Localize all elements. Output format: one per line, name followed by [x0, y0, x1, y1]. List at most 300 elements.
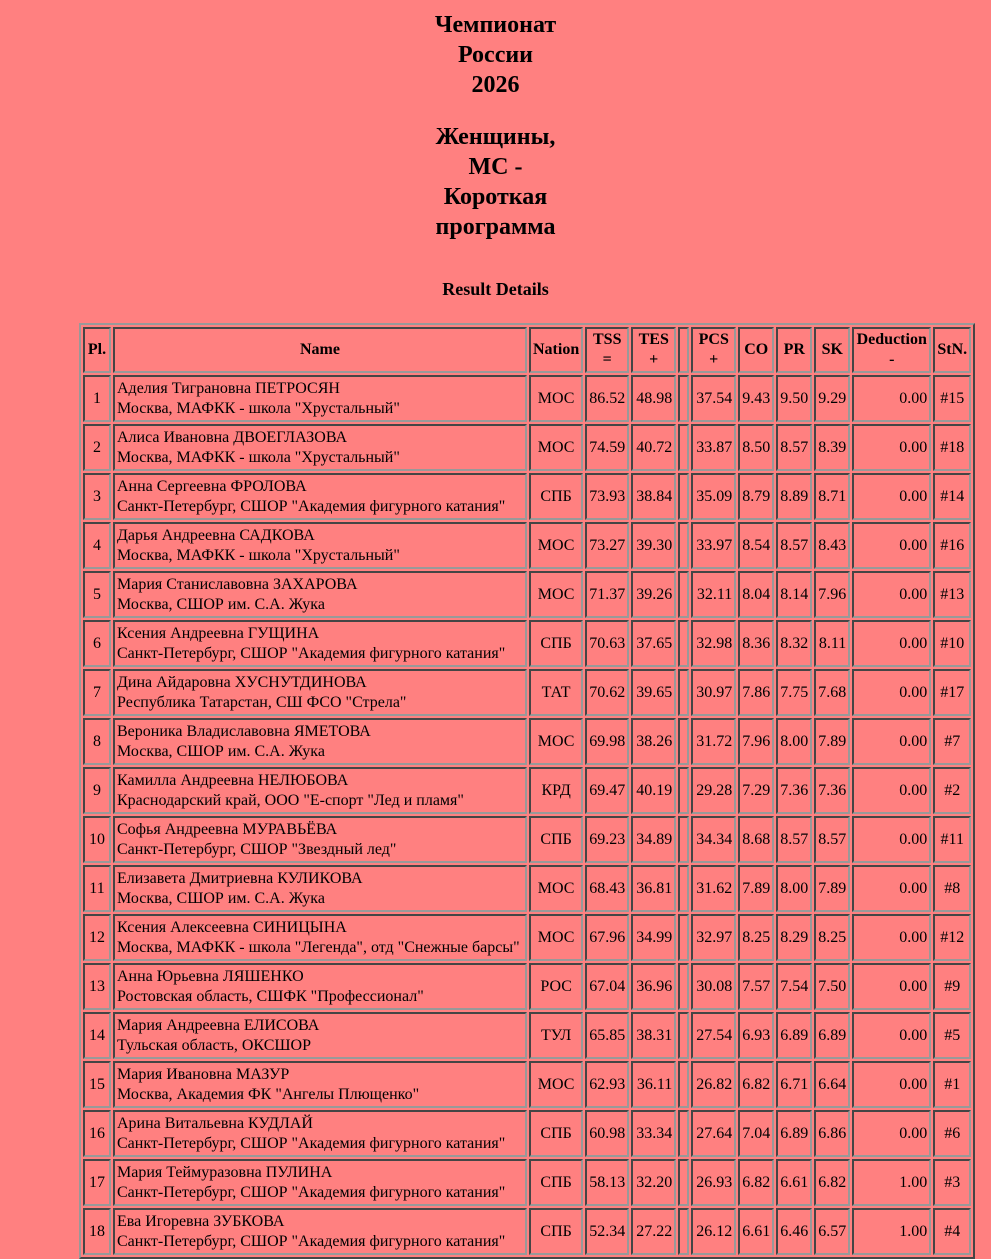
cell-sk: 7.89 — [814, 865, 850, 912]
table-row — [83, 767, 971, 814]
cell-place: 14 — [83, 1012, 111, 1059]
cell-deduction: 0.00 — [852, 1061, 931, 1108]
skater-club: Москва, МАФКК - школа "Хрустальный" — [117, 448, 400, 466]
cell-nation: МОС — [529, 1061, 583, 1108]
skater-name: Анна Юрьевна ЛЯШЕНКО — [117, 967, 304, 985]
cell-sk: 8.71 — [814, 473, 850, 520]
cell-place: 10 — [83, 816, 111, 863]
cell-deduction: 0.00 — [852, 865, 931, 912]
cell-tss: 69.47 — [585, 767, 629, 814]
skater-name: Мария Андреевна ЕЛИСОВА — [117, 1016, 320, 1034]
cell-tss: 73.27 — [585, 522, 629, 569]
cell-pr: 7.75 — [776, 669, 812, 716]
cell-blank — [678, 767, 689, 814]
header-sublabel: = — [602, 351, 612, 368]
cell-skater — [113, 963, 527, 1010]
event-line: Женщины, — [435, 124, 556, 150]
cell-deduction: 1.00 — [852, 1208, 931, 1255]
cell-co: 8.68 — [738, 816, 774, 863]
cell-sk: 6.82 — [814, 1159, 850, 1206]
cell-place: 15 — [83, 1061, 111, 1108]
cell-start-number: #9 — [933, 963, 971, 1010]
header-sublabel: + — [709, 351, 719, 368]
column-header-sk — [814, 327, 850, 373]
skater-club: Москва, СШОР им. С.А. Жука — [117, 742, 325, 760]
cell-pcs: 27.64 — [691, 1110, 736, 1157]
cell-place: 12 — [83, 914, 111, 961]
cell-sk: 8.43 — [814, 522, 850, 569]
skater-club: Санкт-Петербург, СШОР "Академия фигурного катания" — [117, 1183, 506, 1201]
skater-name: Мария Ивановна МАЗУР — [117, 1065, 290, 1083]
cell-place: 7 — [83, 669, 111, 716]
cell-tes: 33.34 — [631, 1110, 676, 1157]
cell-nation: МОС — [529, 865, 583, 912]
skater-name: Ксения Алексеевна СИНИЦЫНА — [117, 918, 347, 936]
cell-pr: 8.57 — [776, 816, 812, 863]
cell-skater — [113, 1110, 527, 1157]
cell-place: 8 — [83, 718, 111, 765]
skater-club: Москва, МАФКК - школа "Хрустальный" — [117, 399, 400, 417]
event-title — [0, 122, 991, 242]
cell-co: 8.25 — [738, 914, 774, 961]
cell-start-number: #12 — [933, 914, 971, 961]
cell-tes: 36.96 — [631, 963, 676, 1010]
cell-place: 16 — [83, 1110, 111, 1157]
cell-co: 6.61 — [738, 1208, 774, 1255]
cell-deduction: 0.00 — [852, 522, 931, 569]
column-header-pr — [776, 327, 812, 373]
cell-deduction: 0.00 — [852, 375, 931, 422]
column-header-deduction — [852, 327, 931, 373]
cell-blank — [678, 620, 689, 667]
cell-skater — [113, 816, 527, 863]
cell-pr: 6.89 — [776, 1012, 812, 1059]
cell-co: 7.57 — [738, 963, 774, 1010]
cell-deduction: 0.00 — [852, 718, 931, 765]
cell-skater — [113, 473, 527, 520]
cell-nation: СПБ — [529, 473, 583, 520]
cell-co: 7.86 — [738, 669, 774, 716]
cell-pcs: 26.12 — [691, 1208, 736, 1255]
column-header-blank — [678, 327, 689, 373]
cell-blank — [678, 522, 689, 569]
cell-deduction: 0.00 — [852, 473, 931, 520]
cell-place: 5 — [83, 571, 111, 618]
event-line: Короткая — [443, 184, 548, 210]
table-row — [83, 522, 971, 569]
cell-tss: 65.85 — [585, 1012, 629, 1059]
cell-tes: 48.98 — [631, 375, 676, 422]
cell-place: 3 — [83, 473, 111, 520]
cell-skater — [113, 522, 527, 569]
table-row — [83, 669, 971, 716]
cell-co: 6.82 — [738, 1061, 774, 1108]
cell-pr: 8.00 — [776, 865, 812, 912]
cell-sk: 8.57 — [814, 816, 850, 863]
table-row — [83, 816, 971, 863]
cell-skater — [113, 620, 527, 667]
cell-tss: 71.37 — [585, 571, 629, 618]
cell-place: 4 — [83, 522, 111, 569]
cell-deduction: 0.00 — [852, 1012, 931, 1059]
header-label: StN. — [937, 341, 968, 358]
cell-start-number: #5 — [933, 1012, 971, 1059]
title-line: Чемпионат — [434, 12, 557, 38]
cell-tes: 40.19 — [631, 767, 676, 814]
cell-nation: МОС — [529, 571, 583, 618]
cell-skater — [113, 1159, 527, 1206]
cell-start-number: #17 — [933, 669, 971, 716]
cell-pr: 8.00 — [776, 718, 812, 765]
header-label: TES — [638, 331, 669, 348]
cell-start-number: #3 — [933, 1159, 971, 1206]
cell-nation: ТУЛ — [529, 1012, 583, 1059]
cell-start-number: #13 — [933, 571, 971, 618]
cell-co: 9.43 — [738, 375, 774, 422]
cell-blank — [678, 375, 689, 422]
cell-pr: 8.89 — [776, 473, 812, 520]
cell-tes: 36.11 — [631, 1061, 676, 1108]
skater-name: Елизавета Дмитриевна КУЛИКОВА — [117, 869, 363, 887]
cell-tes: 34.89 — [631, 816, 676, 863]
cell-pr: 6.71 — [776, 1061, 812, 1108]
table-row — [83, 620, 971, 667]
cell-co: 8.50 — [738, 424, 774, 471]
cell-pr: 8.57 — [776, 424, 812, 471]
competition-title — [0, 0, 991, 100]
header-label: Name — [300, 341, 340, 358]
cell-nation: ТАТ — [529, 669, 583, 716]
skater-name: Вероника Владиславовна ЯМЕТОВА — [117, 722, 371, 740]
cell-sk: 7.50 — [814, 963, 850, 1010]
cell-start-number: #15 — [933, 375, 971, 422]
cell-pcs: 32.97 — [691, 914, 736, 961]
cell-tss: 52.34 — [585, 1208, 629, 1255]
cell-place: 13 — [83, 963, 111, 1010]
header-label: PR — [783, 341, 805, 358]
cell-skater — [113, 1061, 527, 1108]
cell-pr: 8.57 — [776, 522, 812, 569]
cell-nation: СПБ — [529, 1159, 583, 1206]
cell-blank — [678, 669, 689, 716]
cell-co: 6.93 — [738, 1012, 774, 1059]
cell-skater — [113, 424, 527, 471]
table-row — [83, 1110, 971, 1157]
cell-blank — [678, 914, 689, 961]
cell-start-number: #8 — [933, 865, 971, 912]
cell-tss: 73.93 — [585, 473, 629, 520]
cell-pcs: 32.98 — [691, 620, 736, 667]
cell-sk: 7.36 — [814, 767, 850, 814]
skater-club: Краснодарский край, ООО "Е-спорт "Лед и пламя" — [117, 791, 464, 809]
cell-tes: 39.30 — [631, 522, 676, 569]
skater-club: Москва, Академия ФК "Ангелы Плющенко" — [117, 1085, 420, 1103]
cell-pcs: 34.34 — [691, 816, 736, 863]
cell-blank — [678, 865, 689, 912]
cell-tss: 62.93 — [585, 1061, 629, 1108]
cell-co: 7.29 — [738, 767, 774, 814]
cell-pr: 6.46 — [776, 1208, 812, 1255]
table-row — [83, 1061, 971, 1108]
table-row — [83, 865, 971, 912]
header-label: PCS — [698, 331, 729, 348]
cell-pcs: 30.08 — [691, 963, 736, 1010]
cell-tss: 58.13 — [585, 1159, 629, 1206]
cell-blank — [678, 816, 689, 863]
cell-start-number: #6 — [933, 1110, 971, 1157]
cell-start-number: #18 — [933, 424, 971, 471]
cell-pr: 8.32 — [776, 620, 812, 667]
column-header-nation — [529, 327, 583, 373]
cell-co: 8.36 — [738, 620, 774, 667]
cell-place: 11 — [83, 865, 111, 912]
skater-club: Санкт-Петербург, СШОР "Академия фигурного катания" — [117, 1134, 506, 1152]
cell-nation: РОС — [529, 963, 583, 1010]
skater-club: Москва, СШОР им. С.А. Жука — [117, 595, 325, 613]
header-sublabel: + — [649, 351, 659, 368]
skater-name: Ева Игоревна ЗУБКОВА — [117, 1212, 285, 1230]
column-header-co — [738, 327, 774, 373]
cell-blank — [678, 1159, 689, 1206]
cell-deduction: 1.00 — [852, 1159, 931, 1206]
skater-name: Алиса Ивановна ДВОЕГЛАЗОВА — [117, 428, 348, 446]
cell-tes: 38.84 — [631, 473, 676, 520]
cell-skater — [113, 669, 527, 716]
cell-start-number: #2 — [933, 767, 971, 814]
cell-sk: 8.11 — [814, 620, 850, 667]
cell-tss: 68.43 — [585, 865, 629, 912]
skater-name: Мария Теймуразовна ПУЛИНА — [117, 1163, 333, 1181]
cell-nation: МОС — [529, 914, 583, 961]
cell-place: 2 — [83, 424, 111, 471]
cell-sk: 6.89 — [814, 1012, 850, 1059]
table-row — [83, 375, 971, 422]
cell-tes: 38.31 — [631, 1012, 676, 1059]
skater-name: Мария Станиславовна ЗАХАРОВА — [117, 575, 358, 593]
cell-blank — [678, 718, 689, 765]
skater-club: Санкт-Петербург, СШОР "Академия фигурного катания" — [117, 1232, 506, 1250]
results-table — [79, 323, 975, 1259]
cell-pcs: 31.62 — [691, 865, 736, 912]
cell-tss: 67.96 — [585, 914, 629, 961]
column-header-pcs — [691, 327, 736, 373]
cell-sk: 7.68 — [814, 669, 850, 716]
column-header-tss — [585, 327, 629, 373]
header-label: Nation — [533, 341, 580, 358]
cell-pcs: 26.82 — [691, 1061, 736, 1108]
cell-deduction: 0.00 — [852, 816, 931, 863]
cell-co: 7.96 — [738, 718, 774, 765]
cell-tss: 70.62 — [585, 669, 629, 716]
skater-club: Тульская область, ОКСШОР — [117, 1036, 311, 1054]
cell-tes: 38.26 — [631, 718, 676, 765]
cell-nation: СПБ — [529, 620, 583, 667]
cell-pcs: 32.11 — [691, 571, 736, 618]
table-row — [83, 914, 971, 961]
table-row — [83, 473, 971, 520]
cell-tes: 40.72 — [631, 424, 676, 471]
event-line: МС - — [468, 154, 523, 180]
cell-blank — [678, 1012, 689, 1059]
cell-deduction: 0.00 — [852, 571, 931, 618]
cell-sk: 6.64 — [814, 1061, 850, 1108]
cell-deduction: 0.00 — [852, 1110, 931, 1157]
header-label: SK — [821, 341, 843, 358]
cell-start-number: #16 — [933, 522, 971, 569]
cell-start-number: #11 — [933, 816, 971, 863]
table-row — [83, 1012, 971, 1059]
cell-sk: 6.57 — [814, 1208, 850, 1255]
cell-blank — [678, 1110, 689, 1157]
cell-tes: 34.99 — [631, 914, 676, 961]
cell-pcs: 30.97 — [691, 669, 736, 716]
cell-deduction: 0.00 — [852, 767, 931, 814]
cell-blank — [678, 963, 689, 1010]
cell-nation: МОС — [529, 375, 583, 422]
cell-place: 9 — [83, 767, 111, 814]
cell-sk: 6.86 — [814, 1110, 850, 1157]
cell-skater — [113, 767, 527, 814]
cell-skater — [113, 718, 527, 765]
cell-skater — [113, 1012, 527, 1059]
skater-name: Камилла Андреевна НЕЛЮБОВА — [117, 771, 349, 789]
table-row — [83, 963, 971, 1010]
cell-place: 1 — [83, 375, 111, 422]
cell-tes: 36.81 — [631, 865, 676, 912]
cell-deduction: 0.00 — [852, 669, 931, 716]
table-row — [83, 571, 971, 618]
table-row — [83, 1208, 971, 1255]
cell-blank — [678, 1208, 689, 1255]
header-row — [83, 327, 971, 373]
cell-sk: 8.25 — [814, 914, 850, 961]
cell-deduction: 0.00 — [852, 620, 931, 667]
cell-blank — [678, 1061, 689, 1108]
cell-blank — [678, 424, 689, 471]
column-header-start-number — [933, 327, 971, 373]
skater-name: Софья Андреевна МУРАВЬЁВА — [117, 820, 338, 838]
cell-start-number: #1 — [933, 1061, 971, 1108]
cell-pcs: 35.09 — [691, 473, 736, 520]
cell-blank — [678, 571, 689, 618]
cell-sk: 7.96 — [814, 571, 850, 618]
skater-name: Ксения Андреевна ГУЩИНА — [117, 624, 320, 642]
skater-name: Дина Айдаровна ХУСНУТДИНОВА — [117, 673, 367, 691]
cell-place: 17 — [83, 1159, 111, 1206]
cell-deduction: 0.00 — [852, 424, 931, 471]
cell-tss: 70.63 — [585, 620, 629, 667]
cell-place: 18 — [83, 1208, 111, 1255]
skater-club: Москва, МАФКК - школа "Легенда", отд "Снежные барсы" — [117, 938, 520, 956]
title-line: России — [457, 42, 534, 68]
header-label: Deduction — [856, 331, 927, 348]
skater-club: Москва, МАФКК - школа "Хрустальный" — [117, 546, 400, 564]
cell-nation: СПБ — [529, 1110, 583, 1157]
result-details-heading: Result Details — [442, 279, 549, 299]
header-sublabel: - — [889, 351, 895, 368]
cell-pr: 8.14 — [776, 571, 812, 618]
cell-tes: 39.26 — [631, 571, 676, 618]
cell-pcs: 26.93 — [691, 1159, 736, 1206]
cell-skater — [113, 865, 527, 912]
cell-tss: 67.04 — [585, 963, 629, 1010]
cell-nation: СПБ — [529, 816, 583, 863]
title-line: 2026 — [471, 72, 520, 98]
cell-place: 6 — [83, 620, 111, 667]
cell-start-number: #14 — [933, 473, 971, 520]
skater-club: Республика Татарстан, СШ ФСО "Стрела" — [117, 693, 407, 711]
skater-club: Санкт-Петербург, СШОР "Звездный лед" — [117, 840, 397, 858]
cell-pcs: 33.87 — [691, 424, 736, 471]
column-header-name — [113, 327, 527, 373]
cell-nation: МОС — [529, 424, 583, 471]
cell-deduction: 0.00 — [852, 963, 931, 1010]
cell-pr: 6.61 — [776, 1159, 812, 1206]
header-label: CO — [744, 341, 769, 358]
cell-skater — [113, 1208, 527, 1255]
header-label: TSS — [593, 331, 622, 348]
cell-start-number: #4 — [933, 1208, 971, 1255]
cell-nation: СПБ — [529, 1208, 583, 1255]
cell-pcs: 31.72 — [691, 718, 736, 765]
cell-skater — [113, 571, 527, 618]
cell-blank — [678, 473, 689, 520]
cell-co: 8.04 — [738, 571, 774, 618]
skater-club: Ростовская область, СШФК "Профессионал" — [117, 987, 424, 1005]
cell-pcs: 33.97 — [691, 522, 736, 569]
cell-pcs: 27.54 — [691, 1012, 736, 1059]
cell-co: 8.79 — [738, 473, 774, 520]
cell-nation: МОС — [529, 522, 583, 569]
skater-name: Анна Сергеевна ФРОЛОВА — [117, 477, 307, 495]
cell-pcs: 29.28 — [691, 767, 736, 814]
cell-deduction: 0.00 — [852, 914, 931, 961]
cell-tes: 37.65 — [631, 620, 676, 667]
cell-skater — [113, 375, 527, 422]
cell-pcs: 37.54 — [691, 375, 736, 422]
cell-co: 7.89 — [738, 865, 774, 912]
cell-sk: 9.29 — [814, 375, 850, 422]
cell-tss: 69.98 — [585, 718, 629, 765]
cell-sk: 7.89 — [814, 718, 850, 765]
cell-start-number: #7 — [933, 718, 971, 765]
table-row — [83, 718, 971, 765]
cell-tss: 69.23 — [585, 816, 629, 863]
cell-sk: 8.39 — [814, 424, 850, 471]
skater-name: Арина Витальевна КУДЛАЙ — [117, 1114, 313, 1132]
cell-pr: 6.89 — [776, 1110, 812, 1157]
cell-tss: 86.52 — [585, 375, 629, 422]
cell-pr: 7.36 — [776, 767, 812, 814]
cell-co: 6.82 — [738, 1159, 774, 1206]
cell-co: 8.54 — [738, 522, 774, 569]
column-header-place — [83, 327, 111, 373]
cell-tes: 27.22 — [631, 1208, 676, 1255]
cell-pr: 8.29 — [776, 914, 812, 961]
event-line: программа — [435, 214, 556, 240]
cell-co: 7.04 — [738, 1110, 774, 1157]
cell-tes: 32.20 — [631, 1159, 676, 1206]
table-row — [83, 1159, 971, 1206]
cell-pr: 7.54 — [776, 963, 812, 1010]
column-header-tes — [631, 327, 676, 373]
cell-nation: МОС — [529, 718, 583, 765]
cell-start-number: #10 — [933, 620, 971, 667]
skater-club: Санкт-Петербург, СШОР "Академия фигурного катания" — [117, 497, 506, 515]
cell-tes: 39.65 — [631, 669, 676, 716]
cell-tss: 60.98 — [585, 1110, 629, 1157]
skater-club: Санкт-Петербург, СШОР "Академия фигурного катания" — [117, 644, 506, 662]
